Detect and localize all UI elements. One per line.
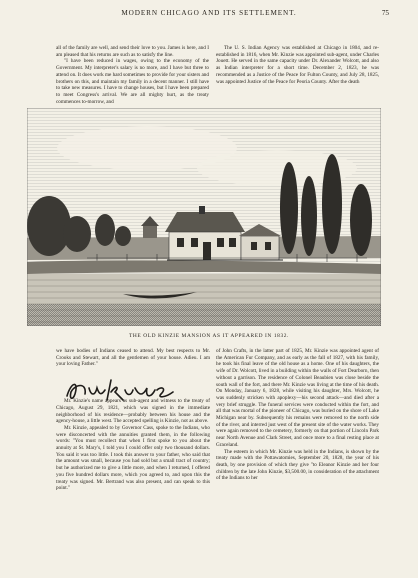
text-column-top-right xyxy=(216,45,379,107)
paragraph: The esteem in which Mr. Kinzie was held in the Indians, is shown by the treaty made with the Pottawatomies, September 20, 1828, the year of his death, by one provision of which they give "to Eleanor Kinzie and her four children by the late John Kinzie, $3,500.00, in consideration of the attachment of the Indians to her xyxy=(216,448,379,482)
page-number: 75 xyxy=(381,9,389,17)
text-column-bottom-right xyxy=(216,348,379,564)
paragraph: all of the family are well, and send their love to you. James is here, and I am pleased that his returns are such as to satisfy the line. xyxy=(56,45,209,58)
engraving-caption: THE OLD KINZIE MANSION AS IT APPEARED IN 1832. xyxy=(128,333,290,339)
kinzie-mansion-engraving xyxy=(27,108,381,326)
page-header xyxy=(0,9,418,21)
paragraph: "I have been reduced in wages, owing to the economy of the Government. My interpreter's salary is no more, and I have but three to attend on. It does work me hard sometimes to provide for your sisters and brothers on this, and maintain my family in a decent manner. I still have to take new measures. I have to change houses, but I have been prepared to meet Congress's arrival. We are all mighty hurt, as the treaty commences to-morrow, and xyxy=(56,58,209,105)
paragraph: The U. S. Indian Agency was established at Chicago in 1804, and re-established in 1816, when Mr. Kinzie was appointed sub-agent, under Charles Jouett. He served in the same capacity under Dr. Alexander Wolcott, and also as Indian interpreter for a short time. December 2, 1823, he was recommended as a Justice of the Peace for Fulton County, and July 28, 1825, was appointed Justice of the Peace for Peoria County. After the death xyxy=(216,45,379,85)
paragraph: Mr. Kinzie's name appears as sub-agent and witness to the treaty of Chicago, August 29, 1821, which was signed in the immediate neighborhood of his residence—probably between his house and the agency-house, a little west. The accepted spelling is Kinzie, not as above. xyxy=(56,398,210,425)
text-column-top-left xyxy=(56,45,209,105)
paragraph: we have bodies of Indians ceased to attend. My best respects to Mr. Crooks and Stewart, and all the gentlemen of your house. Adieu. I am your loving Father." xyxy=(56,348,210,368)
paragraph: Mr. Kinzie, appealed to by Governor Cass, spoke to the Indians, who were disconcerted with the annuities granted them, in the following words: "You must recollect that when I first spoke to you about the annuity at St. Mary's, I told you I could offer only two thousand dollars. You said it was too little. I took this answer to your father, who said that the amount was small, because you had sold but a small tract of country; but he authorized me to give a little more, and when I returned, I offered you five hundred dollars more, which you agreed to, and upon this the treaty was signed. Mr. Bertrand was also present, and can speak to this point." xyxy=(56,424,210,492)
john-kinzie-signature xyxy=(61,376,181,404)
paragraph: of John Crafts, in the latter part of 1825, Mr. Kinzie was appointed agent of the American Fur Company, and as early as the fall of 1827, with his family, he took his final leave of the old house as a home. One of his daughters, the wife of Dr. Wolcott, lived in a building within the walls of Fort Dearborn, then without a garrison. The residence of Colonel Beaubien was close beside the south wall of the fort, and there Mr. Kinzie was living at the time of his death. On Monday, January 6, 1828, while visiting his daughter, Mrs. Wolcott, he was suddenly stricken with apoplexy—his second attack—and died after a very brief struggle. The funeral services were conducted within the fort, and all that was mortal of the pioneer of Chicago, was buried on the shore of Lake Michigan near by. Subsequently his remains were removed to the north side of the river, and interred just west of the present site of the water works. They were again removed to the cemetery, formerly on that portion of Lincoln Park near North Avenue and Clark Street, and once more to a final resting place at Graceland. xyxy=(216,348,379,448)
running-title: MODERN CHICAGO AND ITS SETTLEMENT. xyxy=(121,9,297,17)
